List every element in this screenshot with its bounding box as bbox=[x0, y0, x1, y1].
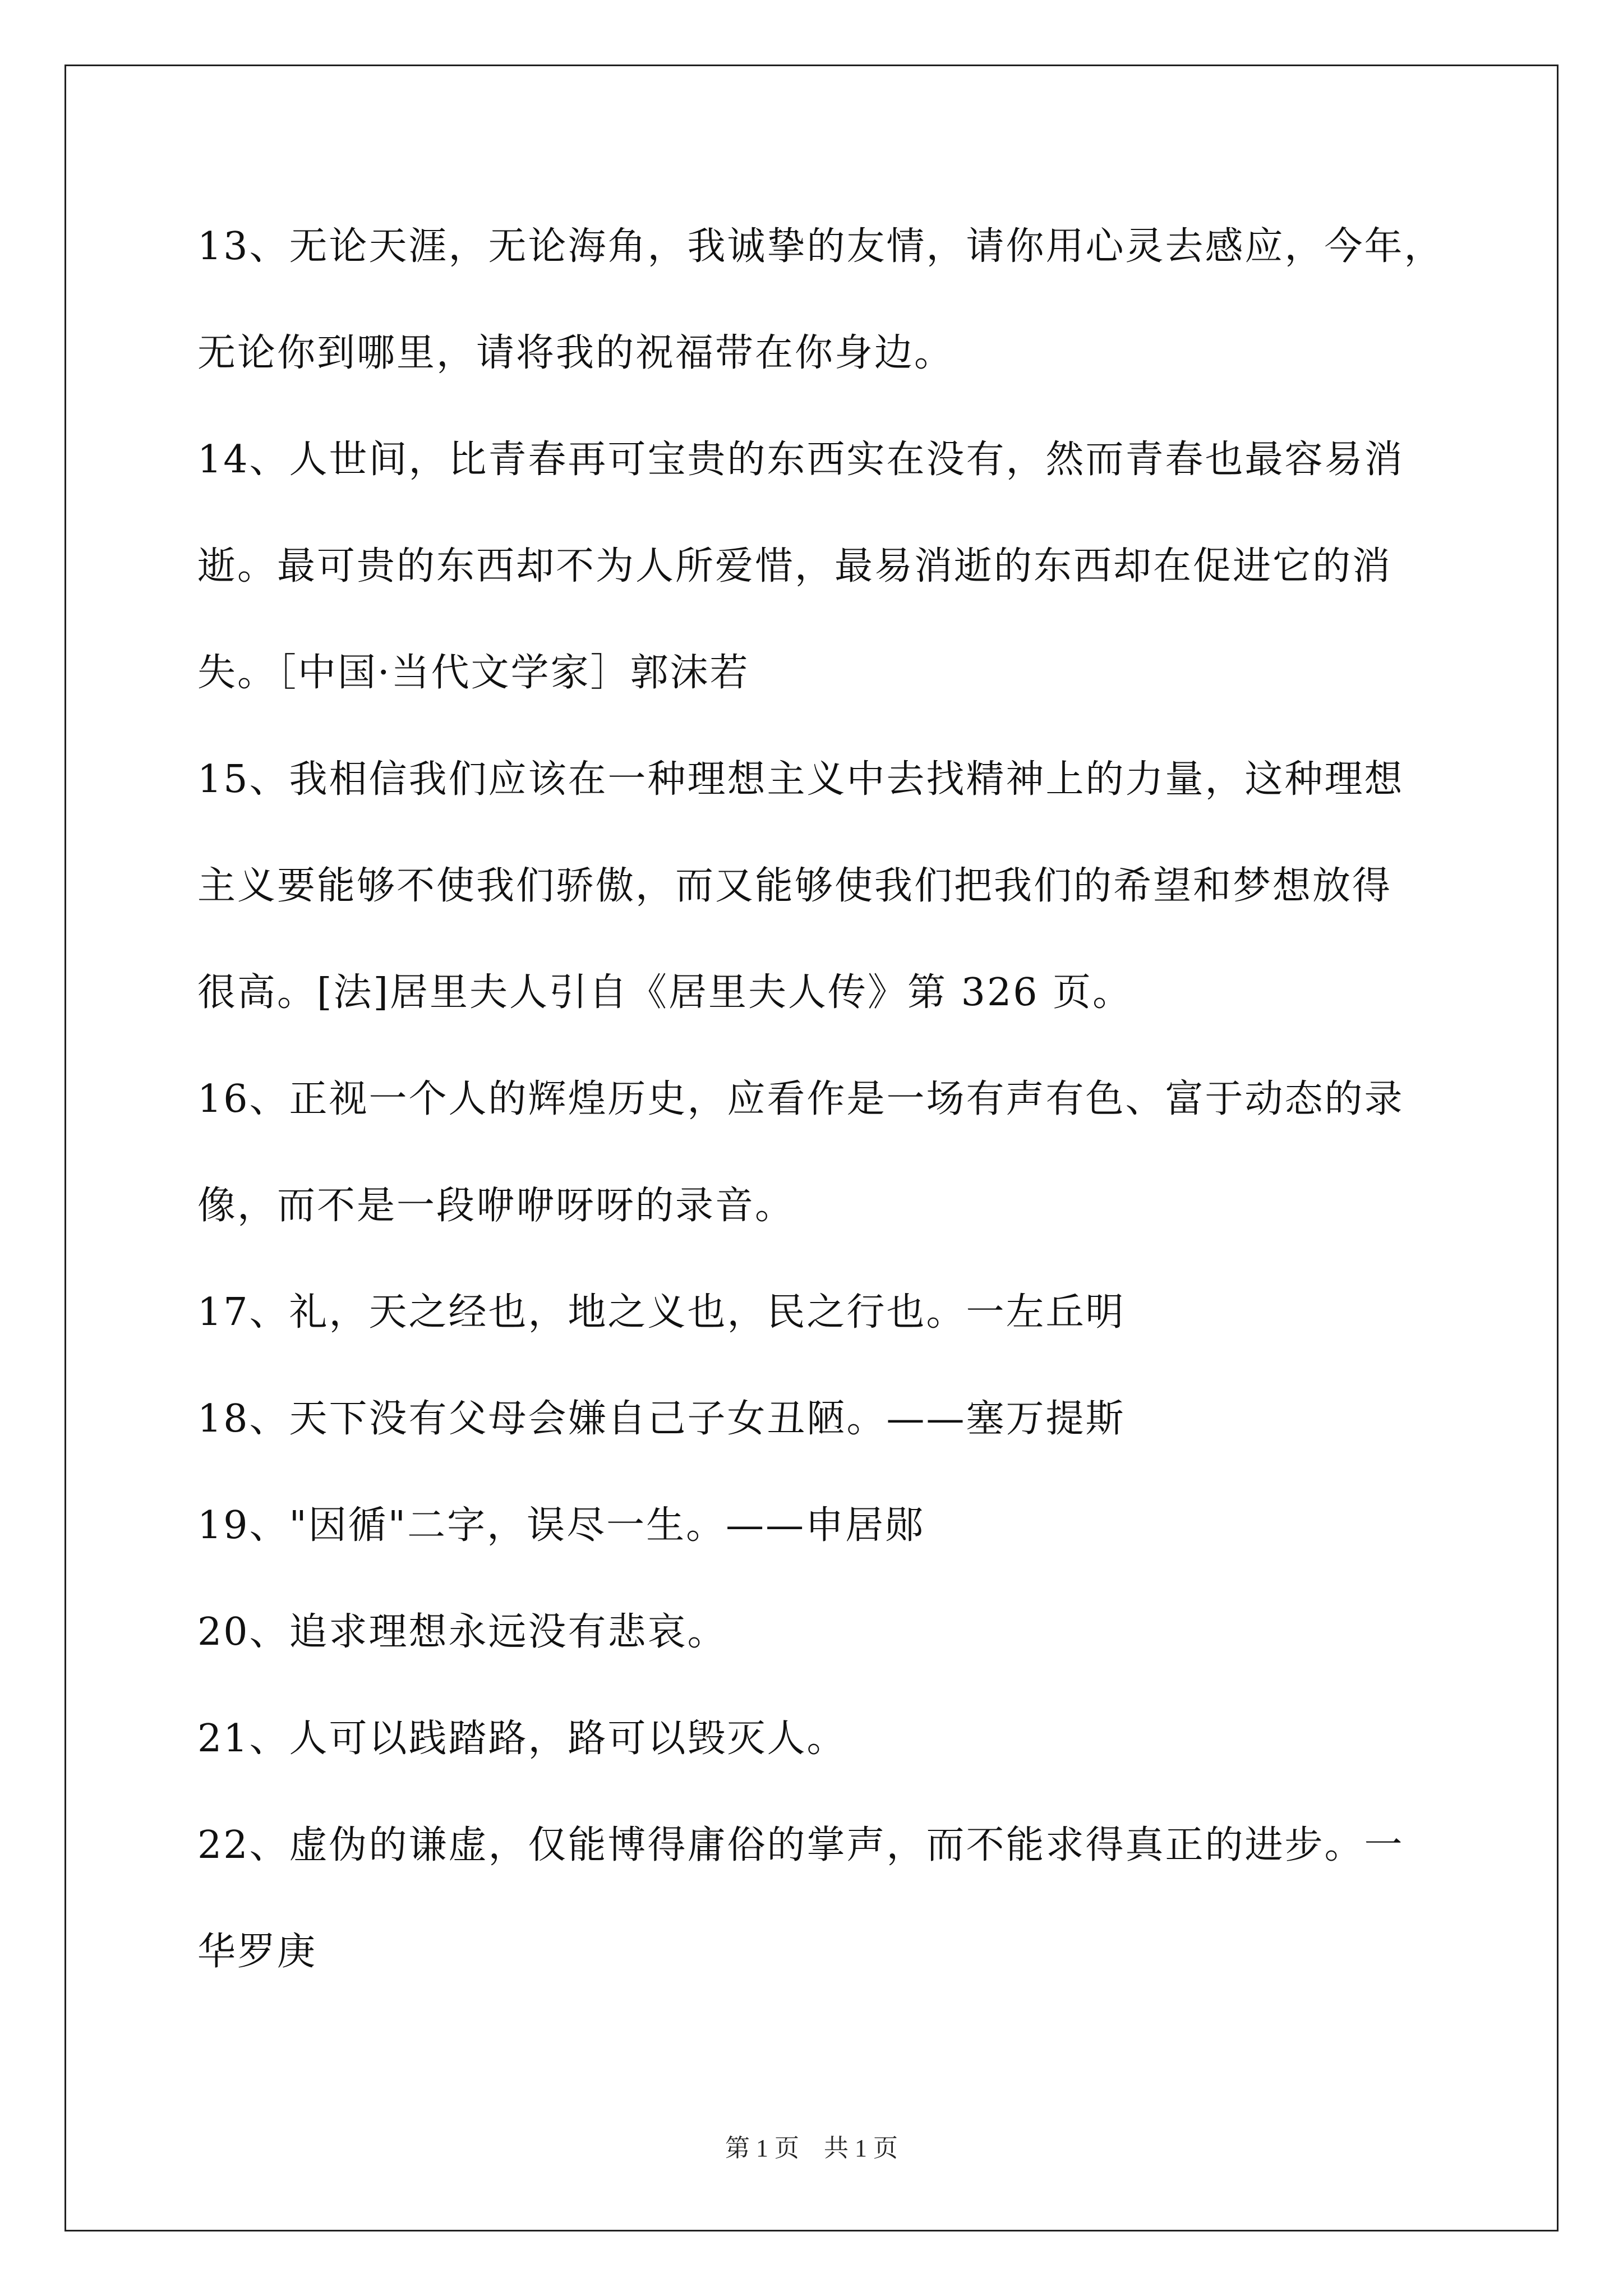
text-line: 很高。[法]居里夫人引自《居里夫人传》第 326 页。 bbox=[197, 970, 1133, 1015]
text-line: 华罗庚 bbox=[197, 1930, 317, 1974]
document-body bbox=[197, 222, 1465, 2033]
text-line: 16、正视一个人的辉煌历史，应看作是一场有声有色、富于动态的录 bbox=[197, 1077, 1404, 1121]
text-line: 19、"因循"二字，误尽一生。——申居郧 bbox=[197, 1503, 925, 1548]
text-line: 15、我相信我们应该在一种理想主义中去找精神上的力量，这种理想 bbox=[197, 757, 1404, 802]
page-footer: 第 1 页 共 1 页 bbox=[725, 2134, 898, 2162]
text-line: 20、追求理想永远没有悲哀。 bbox=[197, 1610, 727, 1654]
text-line: 逝。最可贵的东西却不为人所爱惜，最易消逝的东西却在促进它的消 bbox=[197, 544, 1393, 588]
text-line: 17、礼，天之经也，地之义也，民之行也。一左丘明 bbox=[197, 1290, 1126, 1335]
text-line: 失。［中国·当代文学家］郭沫若 bbox=[197, 651, 750, 695]
text-line: 22、虚伪的谦虚，仅能博得庸俗的掌声，而不能求得真正的进步。一 bbox=[197, 1823, 1404, 1867]
text-line: 21、人可以践踏路，路可以毁灭人。 bbox=[197, 1717, 847, 1761]
text-line: 像，而不是一段咿咿呀呀的录音。 bbox=[197, 1184, 795, 1228]
text-line: 18、天下没有父母会嫌自己子女丑陋。——塞万提斯 bbox=[197, 1397, 1126, 1441]
text-line: 13、无论天涯，无论海角，我诚挚的友情，请你用心灵去感应，今年， bbox=[197, 224, 1444, 269]
text-line: 主义要能够不使我们骄傲，而又能够使我们把我们的希望和梦想放得 bbox=[197, 864, 1393, 908]
text-line: 14、人世间，比青春再可宝贵的东西实在没有，然而青春也最容易消 bbox=[197, 438, 1404, 482]
text-line: 无论你到哪里，请将我的祝福带在你身边。 bbox=[197, 331, 955, 375]
